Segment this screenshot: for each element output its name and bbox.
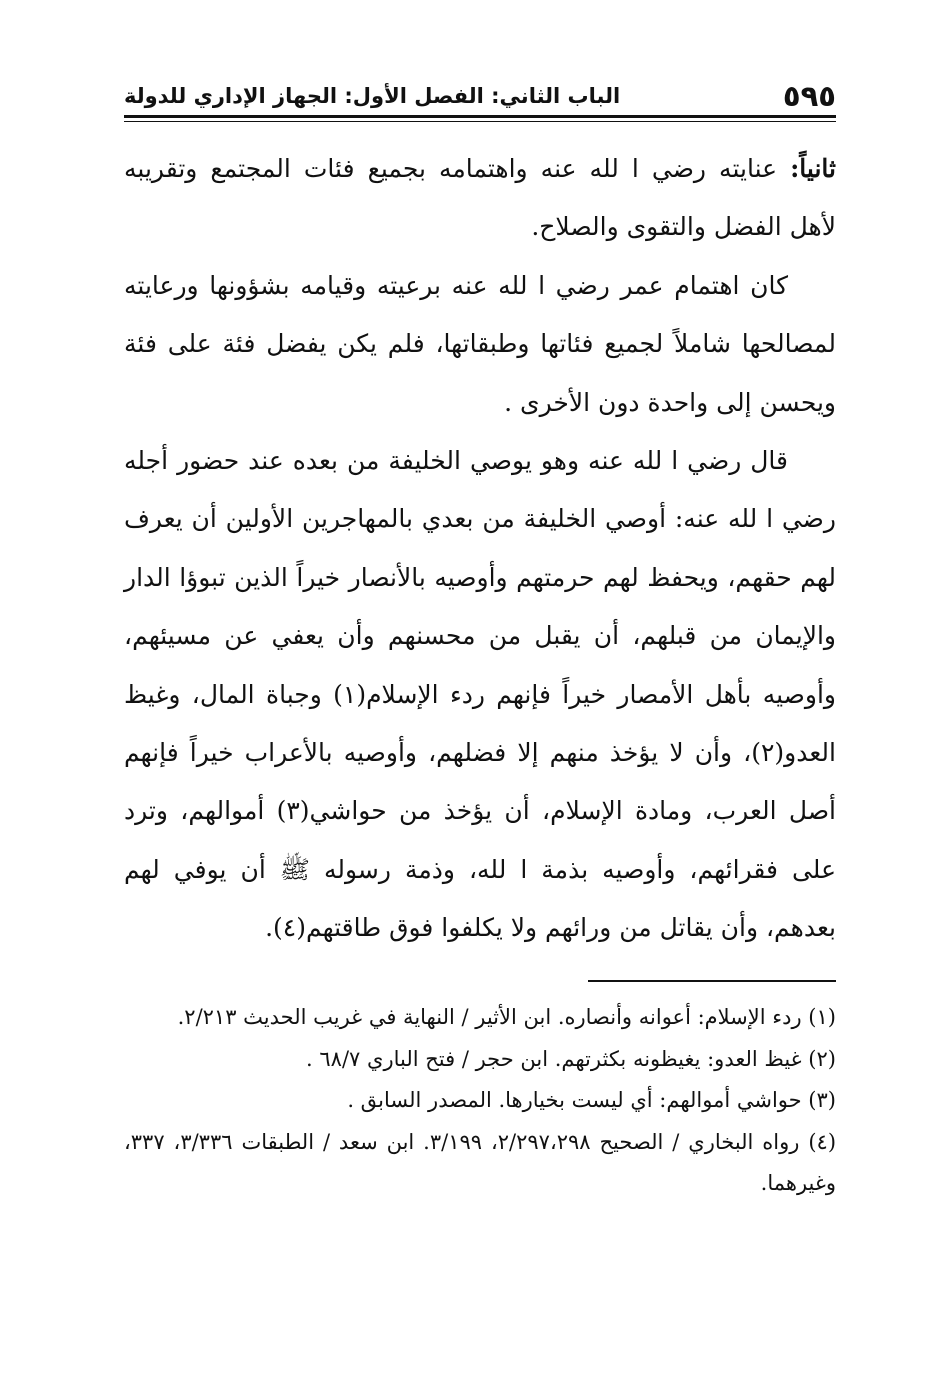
running-header-title: الباب الثاني: الفصل الأول: الجهاز الإداري للدولة [124,84,621,108]
section-heading-paragraph [124,140,836,257]
header-rule-thin [124,121,836,122]
running-header [124,76,836,116]
paragraph-2: قال رضي ا لله عنه وهو يوصي الخليفة من بعده عند حضور أجله رضي ا لله عنه: أوصي الخليفة من بعدي بالمهاجرين الأولين أن يعرف لهم حقهم، ويحفظ لهم حرمتهم وأوصيه بالأنصار خيراً الذين تبوؤا الدار والإيمان من قبلهم، أن يقبل من محسنهم وأن يعفي عن مسيئهم، وأوصيه بأهل الأمصار خيراً فإنهم ردء الإسلام(١) وجباة المال، وغيظ العدو(٢)، وأن لا يؤخذ منهم إلا فضلهم، وأوصيه بالأعراب خيراً فإنهم أصل العرب، ومادة الإسلام، أن يؤخذ من حواشي(٣) أموالهم، وترد على فقرائهم، وأوصيه بذمة ا لله، وذمة رسوله ﷺ أن يوفي لهم بعدهم، وأن يقاتل من ورائهم ولا يكلفوا فوق طاقتهم(٤). [124,446,836,943]
footnote-4: (٤) رواه البخاري / الصحيح ٢/٢٩٧،٢٩٨، ٣/١٩٩. ابن سعد / الطبقات ٣/٣٣٦، ٣٣٧، وغيرهما. [124,1129,837,1195]
footnote-2: (٢) غيظ العدو: يغيظونه بكثرتهم. ابن حجر / فتح الباري ٦٨/٧ . [306,1046,836,1071]
footnote-1: (١) ردء الإسلام: أعوانه وأنصاره. ابن الأثير / النهاية في غريب الحديث ٢/٢١٣. [177,1005,836,1029]
footnote-separator [588,980,836,982]
paragraph-1: كان اهتمام عمر رضي ا لله عنه برعيته وقيامه بشؤونها ورعايته لمصالحها شاملاً لجميع فئاتها وطبقاتها، فلم يكن يفضل فئة على فئة ويحسن إلى واحدة دون الأخرى . [124,270,836,417]
section-lead: ثانياً: [790,154,836,183]
main-text [124,140,836,958]
footnotes [124,997,836,1205]
page-number: ٥٩٥ [782,79,836,113]
header-rule [124,115,836,118]
footnote-3: (٣) حواشي أموالهم: أي ليست بخيارها. المصدر السابق . [347,1088,836,1112]
section-heading: عنايته رضي ا لله عنه واهتمامه بجميع فئات المجتمع وتقريبه لأهل الفضل والتقوى والصلاح. [124,154,836,242]
